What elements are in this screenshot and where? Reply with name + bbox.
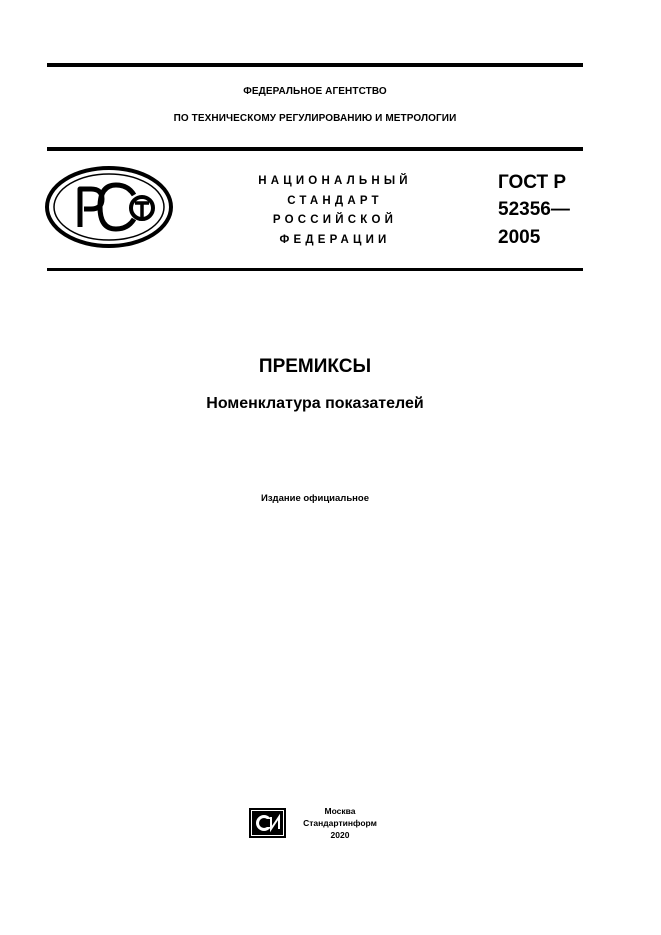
standard-line-1: НАЦИОНАЛЬНЫЙ xyxy=(258,175,412,187)
lower-rule xyxy=(47,268,583,271)
standard-line-4: ФЕДЕРАЦИИ xyxy=(279,234,391,246)
standartinform-logo-icon xyxy=(249,808,286,838)
publisher-year: 2020 xyxy=(330,830,350,840)
agency-line-2: ПО ТЕХНИЧЕСКОМУ РЕГУЛИРОВАНИЮ И МЕТРОЛОГИИ xyxy=(173,113,457,124)
top-rule xyxy=(47,63,583,67)
upper-rule xyxy=(47,147,583,151)
gost-designation-line-3: 2005 xyxy=(498,227,541,248)
edition-note: Издание официальное xyxy=(261,493,369,504)
gost-designation-line-2: 52356— xyxy=(498,199,570,220)
publisher-name: Стандартинформ xyxy=(303,818,377,828)
publisher-city: Москва xyxy=(324,806,356,816)
document-title: ПРЕМИКСЫ xyxy=(258,356,372,377)
rst-certification-logo-icon xyxy=(44,165,174,249)
standard-line-3: РОССИЙСКОЙ xyxy=(272,214,398,226)
gost-designation-line-1: ГОСТ Р xyxy=(498,172,567,193)
standard-line-2: СТАНДАРТ xyxy=(287,195,383,207)
agency-line-1: ФЕДЕРАЛЬНОЕ АГЕНТСТВО xyxy=(243,86,387,97)
document-subtitle: Номенклатура показателей xyxy=(206,395,424,412)
